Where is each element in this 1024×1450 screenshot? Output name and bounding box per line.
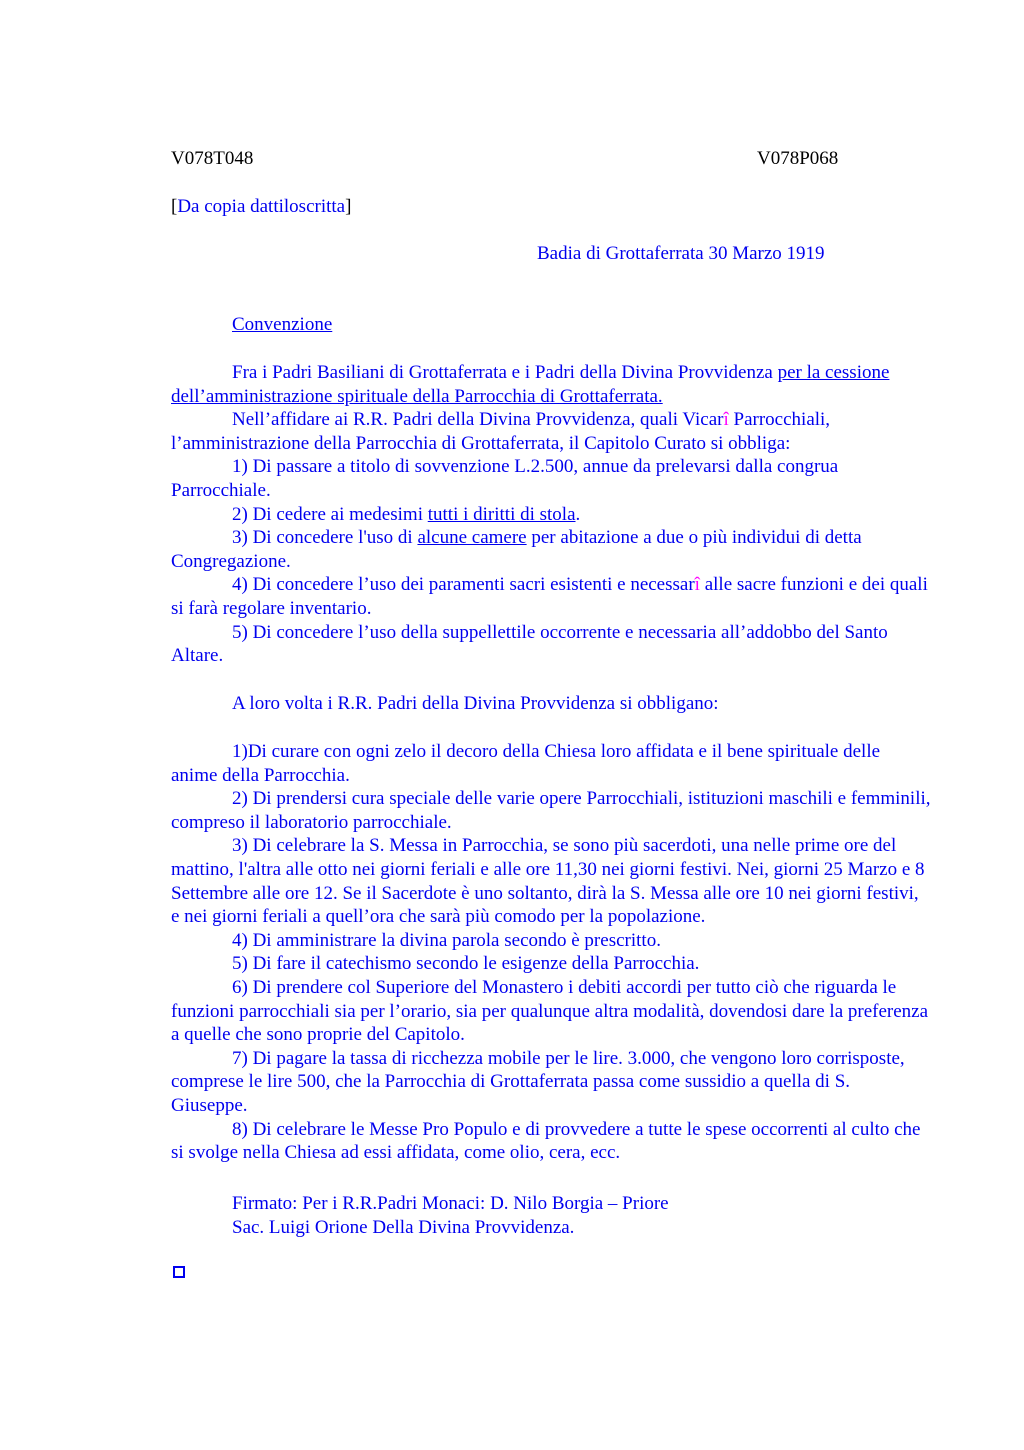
signature-line-2: Sac. Luigi Orione Della Divina Provvidenza. (232, 1217, 575, 1238)
chapter-obligation-1: 1) Di passare a titolo di sovvenzione L.2.500, annue da prelevarsi dalla congrua Parrocchiale. (171, 456, 839, 501)
chapter-intro-before: Nell’affidare ai R.R. Padri della Divina Provvidenza, quali Vicar (232, 409, 724, 431)
chapter-obligations-intro (171, 408, 931, 455)
chapter-obligation-4 (171, 573, 931, 620)
chapter-intro-after: Parrocchiali, l’amministrazione della Parrocchia di Grottaferrata, il Capitolo Curato si obbliga: (171, 409, 831, 454)
obligation-3-before: 3) Di concedere l'uso di (232, 527, 418, 549)
chapter-obligation-5: 5) Di concedere l’uso della suppellettile occorrente e necessaria all’addobbo del Santo Altare. (171, 621, 888, 667)
correction-mark: î (694, 574, 700, 596)
intro-underlined: per la cessione dell’amministrazione spirituale della Parrocchia di Grottaferrata. (171, 362, 890, 407)
chapter-obligation-3 (171, 526, 931, 573)
obligation-4-after: alle sacre funzioni e dei quali si farà regolare inventario. (171, 574, 928, 619)
obligation-3-after: per abitazione a due o più individui di detta Congregazione. (171, 527, 862, 572)
end-square-icon (173, 1266, 185, 1278)
fathers-obligation-5: 5) Di fare il catechismo secondo le esigenze della Parrocchia. (232, 953, 700, 975)
fathers-obligation-8: 8) Di celebrare le Messe Pro Populo e di provvedere a tutte le spese occorrenti al culto che si svolge nella Chiesa ad essi affidata, come olio, cera, ecc. (171, 1118, 921, 1164)
document-code-right: V078P068 (757, 148, 839, 169)
fathers-obligation-4: 4) Di amministrare la divina parola secondo è prescritto. (232, 929, 661, 951)
chapter-section (171, 361, 931, 668)
fathers-obligation-2: 2) Di prendersi cura speciale delle varie opere Parrocchiali, istituzioni maschili e femminili, compreso il laboratorio parrocchiale. (171, 788, 931, 833)
fathers-obligation-3: 3) Di celebrare la S. Messa in Parrocchia, se sono più sacerdoti, una nelle prime ore del mattino, l'altra alle otto nei giorni feriali e alle ore 11,30 nei giorni festivi. Nei, giorni 25 Marzo e 8 Settembre alle ore 12. Se il Sacerdote è uno soltanto, dirà la S. Messa alle ore 10 nei giorni festivi, e nei giorni feriali a quell’ora che sarà più comodo per la popolazione. (171, 835, 925, 928)
obligation-2-before: 2) Di cedere ai medesimi (232, 503, 428, 525)
obligation-2-underlined: tutti i diritti di stola (427, 503, 576, 525)
correction-mark: î (723, 409, 729, 431)
obligation-3-underlined: alcune camere (417, 527, 527, 549)
obligation-4-before: 4) Di concedere l’uso dei paramenti sacri esistenti e necessar (232, 574, 695, 596)
fathers-intro: A loro volta i R.R. Padri della Divina Provvidenza si obbligano: (232, 693, 719, 714)
source-note-text: Da copia dattiloscritta (177, 196, 346, 217)
fathers-obligation-1: 1)Di curare con ogni zelo il decoro della Chiesa loro affidata e il bene spirituale delle anime della Parrocchia. (171, 741, 881, 786)
fathers-obligations (171, 740, 931, 1165)
place-date: Badia di Grottaferrata 30 Marzo 1919 (537, 243, 825, 264)
intro-lead: Fra i Padri Basiliani di Grottaferrata e i Padri della Divina Provvidenza (232, 362, 778, 383)
document-title: Convenzione (232, 314, 333, 335)
fathers-obligation-7: 7) Di pagare la tassa di ricchezza mobile per le lire. 3.000, che vengono loro corrisposte, comprese le lire 500, che la Parrocchia di Grottaferrata passa come sussidio a quella di S. Giuseppe. (171, 1047, 905, 1116)
intro-paragraph (171, 361, 931, 408)
signature-line-1: Firmato: Per i R.R.Padri Monaci: D. Nilo Borgia – Priore (232, 1193, 669, 1214)
obligation-2-after: . (575, 503, 581, 525)
source-note: [Da copia dattiloscritta] (171, 196, 352, 217)
chapter-obligation-2 (171, 503, 931, 527)
fathers-obligation-6: 6) Di prendere col Superiore del Monastero i debiti accordi per tutto ciò che riguarda le funzioni parrocchiali sia per l’orario, sia per qualunque altra modalità, dovendosi dare la preferenza a quelle che sono proprie del Capitolo. (171, 976, 929, 1046)
document-code-left: V078T048 (171, 148, 254, 169)
